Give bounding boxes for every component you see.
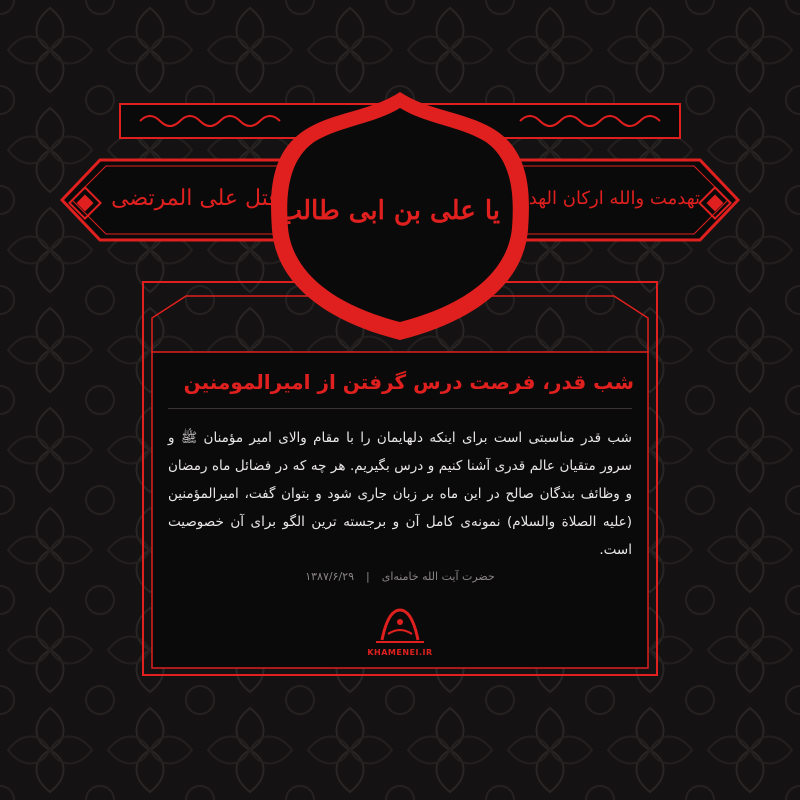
- right-calligraphy: تهدمت والله ارکان الهدی: [514, 188, 700, 209]
- source-separator: |: [366, 570, 370, 583]
- khamenei-seal-icon: [342, 604, 458, 648]
- source-line: [168, 570, 632, 583]
- title-divider: [168, 408, 632, 409]
- logo: [342, 604, 458, 664]
- card-title: شب قدر، فرصت درس گرفتن از امیرالمومنین: [183, 370, 634, 394]
- source-date: ۱۳۸۷/۶/۲۹: [305, 570, 354, 583]
- card-paragraph: شب قدر مناسبتی است برای اینکه دلهایمان را با مقام والای امیر مؤمنان ﷺ و سرور متقیان عالم قدری آشنا کنیم و درس بگیریم. هر چه که در فضائل ماه رمضان و وظائف بندگان صالح در این ماه بر زبان جاری شود و بتوان گفت، امیرالمؤمنین (علیه الصلاة والسلام) نمونه‌ی کامل آن و برجسته ترین الگو برای آن خصوصیت است.: [168, 430, 632, 558]
- center-calligraphy: یا علی بن ابی طالب: [277, 196, 500, 226]
- source-author: حضرت آیت الله خامنه‌ای: [381, 570, 495, 583]
- left-calligraphy: قتل علی المرتضی: [111, 186, 279, 211]
- logo-site-label: KHAMENEI.IR: [367, 648, 433, 657]
